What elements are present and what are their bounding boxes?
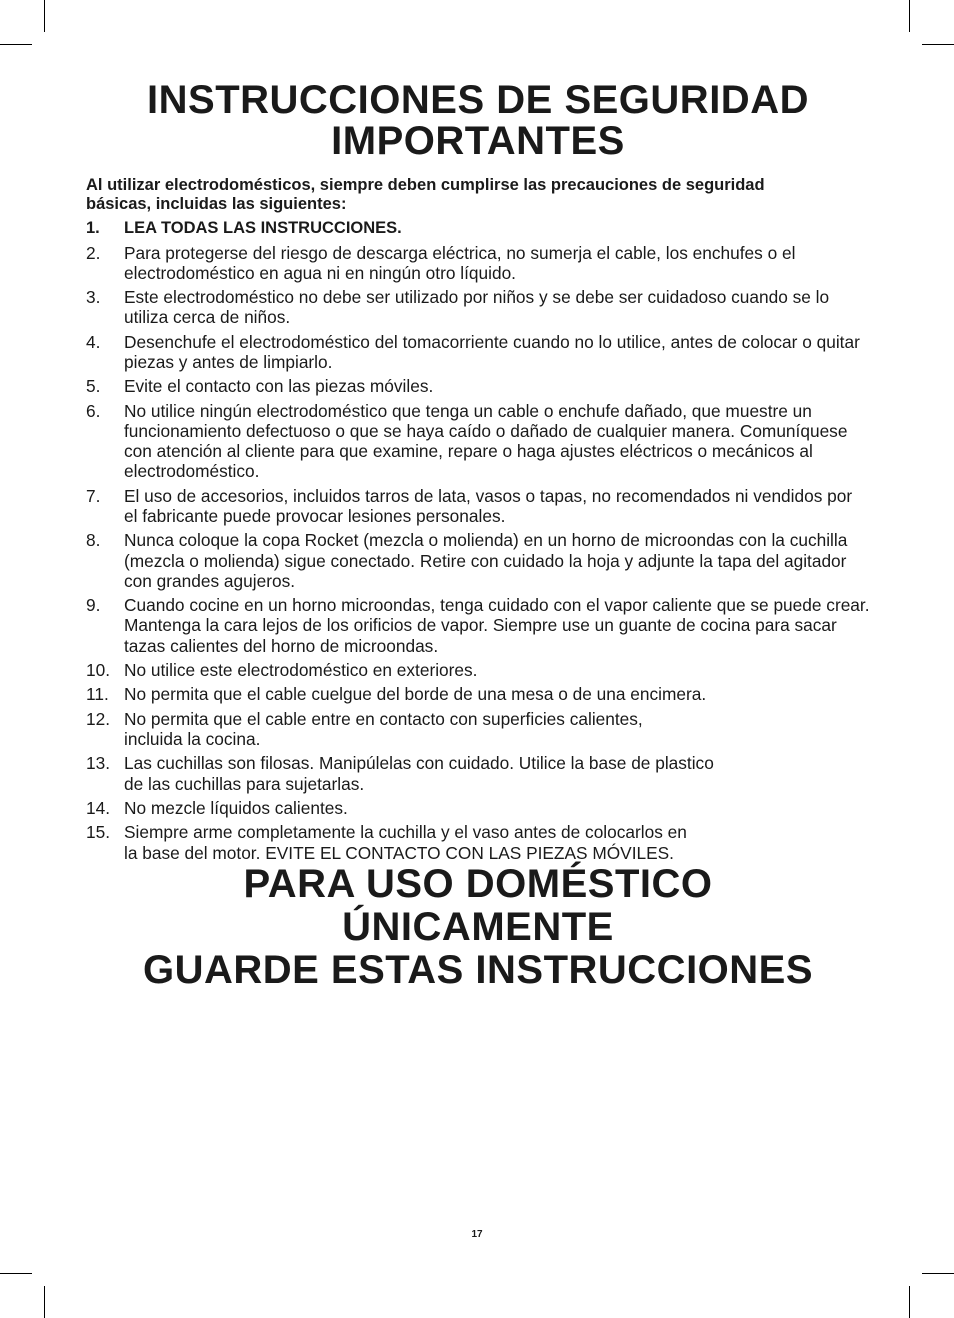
page-content	[86, 80, 870, 992]
crop-mark	[0, 44, 32, 45]
list-item: 10. No utilice este electrodoméstico en exteriores.	[86, 659, 478, 680]
crop-mark	[922, 44, 954, 45]
list-item: 8. Nunca coloque la copa Rocket (mezcla o molienda) en un horno de microondas con la cuchilla (mezcla o molienda) sigue conectado. Retire con cuidado la hoja y adjunte la tapa del agitador con grandes agujeros.	[86, 530, 848, 591]
page-title: INSTRUCCIONES DE SEGURIDAD IMPORTANTES	[147, 78, 809, 163]
crop-mark	[922, 1273, 954, 1274]
list-item: 15. Siempre arme completamente la cuchilla y el vaso antes de colocarlos en la base del motor. EVITE EL CONTACTO CON LAS PIEZAS MÓVILES.	[86, 822, 687, 863]
crop-mark	[909, 1286, 910, 1318]
list-item: 12. No permita que el cable entre en contacto con superficies calientes, incluida la cocina.	[86, 708, 643, 749]
list-item: 13. Las cuchillas son filosas. Manipúlelas con cuidado. Utilice la base de plastico de las cuchillas para sujetarlas.	[86, 753, 714, 794]
crop-mark	[0, 1273, 32, 1274]
page-number: 17	[471, 1229, 483, 1240]
household-use-heading: PARA USO DOMÉSTICO ÚNICAMENTE	[243, 861, 713, 949]
list-item: 5. Evite el contacto con las piezas móviles.	[86, 376, 434, 397]
list-item: 1. LEA TODAS LAS INSTRUCCIONES.	[86, 219, 402, 238]
safety-rules-list	[86, 218, 870, 863]
crop-mark	[909, 0, 910, 32]
list-item: 14. No mezcle líquidos calientes.	[86, 797, 348, 818]
list-item: 7. El uso de accesorios, incluidos tarros de lata, vasos o tapas, no recomendados ni vendidos por el fabricante puede provocar lesiones personales.	[86, 485, 853, 526]
save-instructions-heading: GUARDE ESTAS INSTRUCCIONES	[142, 947, 814, 992]
list-item: 4. Desenchufe el electrodoméstico del tomacorriente cuando no lo utilice, antes de colocar o quitar piezas y antes de limpiarlo.	[86, 331, 860, 372]
intro-text: Al utilizar electrodomésticos, siempre deben cumplirse las precauciones de seguridad básicas, incluidas las siguientes:	[86, 176, 765, 213]
crop-mark	[44, 0, 45, 32]
list-item: 2. Para protegerse del riesgo de descarga eléctrica, no sumerja el cable, los enchufes o el electrodoméstico en agua ni en ningún otro líquido.	[86, 242, 796, 283]
list-item: 11. No permita que el cable cuelgue del borde de una mesa o de una encimera.	[86, 684, 707, 705]
list-item: 9. Cuando cocine en un horno microondas, tenga cuidado con el vapor caliente que se puede crear. Mantenga la cara lejos de los orificios de vapor. Siempre use un guante de cocina para sacar tazas calientes del horno de microondas.	[86, 595, 870, 656]
list-item: 3. Este electrodoméstico no debe ser utilizado por niños y se debe ser cuidadoso cuando se lo utiliza cerca de niños.	[86, 287, 830, 328]
list-item: 6. No utilice ningún electrodoméstico que tenga un cable o enchufe dañado, que muestre un funcionamiento defectuoso o que se haya caído o dañado de cualquier manera. Comuníquese con atención al cliente para que examine, repare o haga ajustes eléctricos o mecánicos al electrodoméstico.	[86, 400, 848, 482]
crop-mark	[44, 1286, 45, 1318]
